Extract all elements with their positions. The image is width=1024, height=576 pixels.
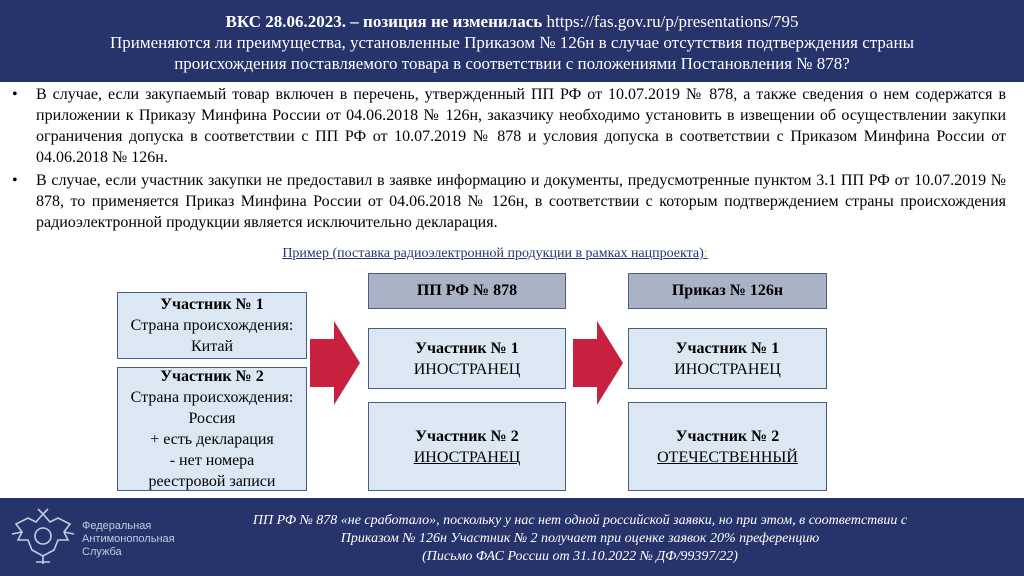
participant-1-country: Китай — [190, 338, 234, 355]
participant-2-card — [117, 367, 307, 491]
participant-2-registry-entry: реестровой записи — [148, 473, 276, 490]
bullet-item — [10, 170, 1006, 233]
order126-header — [628, 273, 827, 309]
bullet-dot-icon: • — [12, 86, 18, 103]
participant-2-country: Россия — [188, 410, 236, 427]
org-name-line: Служба — [82, 546, 122, 558]
org-name — [82, 520, 175, 559]
bullet-item — [10, 84, 1006, 168]
pp878-participant-1-status: ИНОСТРАНЕЦ — [413, 360, 521, 378]
header-date-status: ВКС 28.06.2023. – позиция не изменилась — [225, 12, 543, 31]
header-divider — [0, 78, 1024, 82]
pp878-participant-1-title: Участник № 1 — [415, 339, 519, 357]
participant-2-country-label: Страна происхождения: — [130, 389, 294, 406]
footer-note-line: (Письмо ФАС России от 31.10.2022 № ДФ/99397/22) — [422, 549, 738, 564]
footer-note-line: Приказом № 126н Участник № 2 получает при оценке заявок 20% преференцию — [340, 531, 820, 546]
bullet-dot-icon: • — [12, 172, 18, 189]
footer-note — [190, 512, 970, 566]
order126-participant-2-title: Участник № 2 — [675, 427, 780, 445]
slide-header — [0, 0, 1024, 78]
slide-footer — [0, 498, 1024, 576]
participant-2-no-registry: - нет номера — [169, 452, 255, 469]
bullet-text: В случае, если участник закупки не предоставил в заявке информацию и документы, предусмотренные пунктом 3.1 ПП РФ от 10.07.2019 № 878, то применяется Приказ Минфина России от 04.06.2018 № 126н, в соответствии с которым подтверждением страны происхождения радиоэлектронной продукции является исключительно декларация. — [36, 172, 1006, 231]
header-link[interactable]: https://fas.gov.ru/p/presentations/795 — [546, 12, 799, 31]
header-line-1 — [0, 11, 1024, 32]
bullet-text: В случае, если закупаемый товар включен в перечень, утвержденный ПП РФ от 10.07.2019 № 878, а также сведения о нем содержатся в приложении к Приказу Минфина России от 04.06.2018 № 126н, заказчику необходимо установить в извещении об осуществлении закупки ограничения допуска в соответствии с ПП РФ от 10.07.2019 № 878 и условия допуска в соответствии с Приказом Минфина России от 04.06.2018 № 126н. — [36, 86, 1006, 166]
pp878-participant-2-title: Участник № 2 — [415, 427, 519, 445]
order126-participant-1-card — [628, 328, 827, 389]
participant-2-title: Участник № 2 — [160, 368, 264, 385]
org-name-line: Федеральная — [82, 520, 152, 532]
order126-participant-1-status: ИНОСТРАНЕЦ — [674, 360, 781, 378]
order126-header-label: Приказ № 126н — [671, 282, 784, 299]
bullet-list — [10, 84, 1006, 233]
pp878-header — [368, 273, 566, 309]
header-question-line-3: происхождения поставляемого товара в соответствии с положениями Постановления № 878? — [174, 54, 850, 73]
arrow-right-icon — [573, 321, 623, 405]
org-name-line: Антимонопольная — [82, 533, 175, 545]
pp878-header-label: ПП РФ № 878 — [416, 282, 518, 299]
example-link[interactable]: Пример (поставка радиоэлектронной продукции в рамках нацпроекта) — [282, 246, 704, 261]
fas-emblem-icon — [8, 504, 78, 570]
example-caption — [0, 246, 990, 262]
example-mark: : — [703, 246, 708, 261]
footer-note-line: ПП РФ № 878 «не сработало», поскольку у нас нет одной российской заявки, но при этом, в соответствии с — [252, 513, 908, 528]
participant-1-card — [117, 292, 307, 359]
order126-participant-1-title: Участник № 1 — [675, 339, 780, 357]
pp878-participant-2-status: ИНОСТРАНЕЦ — [413, 448, 521, 466]
header-question-line-2: Применяются ли преимущества, установленные Приказом № 126н в случае отсутствия подтверждения страны — [110, 33, 914, 52]
pp878-participant-1-card — [368, 328, 566, 389]
participant-1-country-label: Страна происхождения: — [130, 317, 294, 334]
participant-2-declaration: + есть декларация — [150, 431, 274, 448]
order126-participant-2-status: ОТЕЧЕСТВЕННЫЙ — [657, 448, 798, 466]
pp878-participant-2-card — [368, 402, 566, 491]
participant-1-title: Участник № 1 — [160, 296, 264, 313]
order126-participant-2-card — [628, 402, 827, 491]
arrow-right-icon — [310, 321, 360, 405]
